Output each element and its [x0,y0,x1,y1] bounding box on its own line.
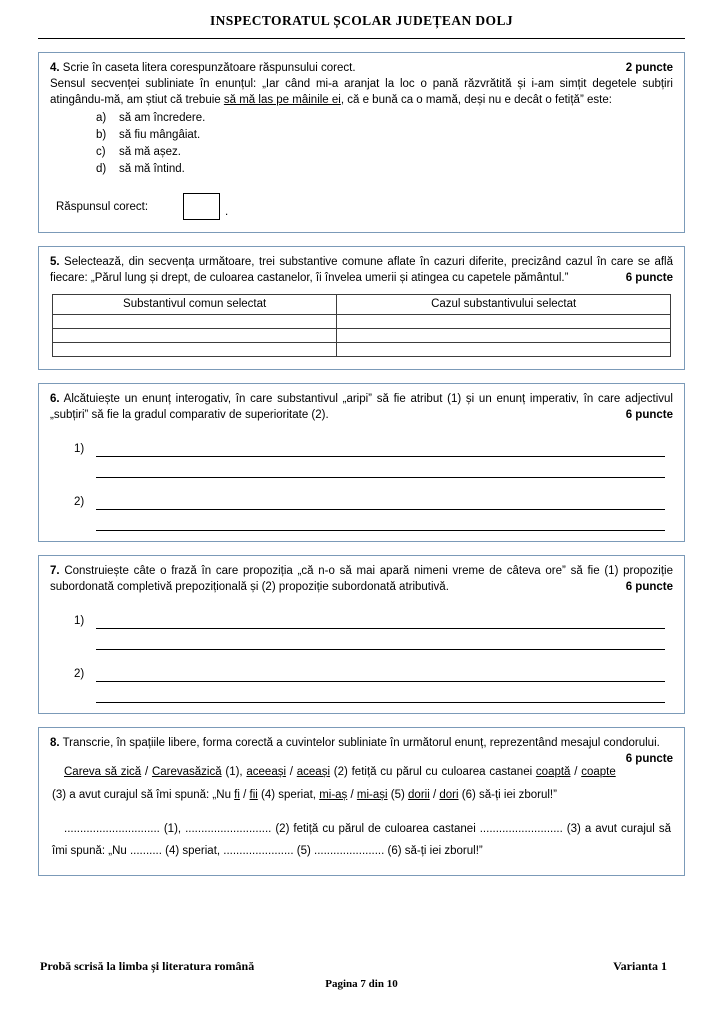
footer-row [38,958,685,975]
q5-col-substantiv: Substantivul comun selectat [53,295,337,314]
table-row [53,328,671,342]
q4-body: Sensul secvenței subliniate în enunțul: „Iar când mi-a aranjat la loc o pană răzvrătită și i-am simțit degetele subțiri atingându-mă, am știut că trebuie să mă las pe mâinile ei, că e bună ca o mamă, deși nu e decât o fetiță” este: [50,77,673,107]
q4-option-b [96,127,673,144]
q7-answers [50,608,673,703]
q4-option-d-text: să mă întind. [119,163,185,176]
q4-option-a-text: să am încredere. [119,112,206,125]
q4-answer-row [56,193,673,220]
q8-points: 6 puncte [625,752,673,765]
q6-answer-1-row-1 [74,436,665,457]
q8-prompt [50,735,673,765]
q6-answer-2-line-1[interactable] [96,489,665,510]
footer-variant: Varianta 1 [613,958,667,973]
q6-answer-1-row-2 [74,457,665,478]
q5-table-header-row [53,295,671,314]
q4-number: 4. [50,61,60,74]
q5-cell-caz-2[interactable] [337,328,671,342]
q8-prompt-text: Transcrie, în spațiile libere, forma corectă a cuvintelor subliniate în următorul enunț, reprezentând mesajul condorului. [59,736,660,749]
question-4-box [38,52,685,233]
page-title: INSPECTORATUL ȘCOLAR JUDEȚEAN DOLJ [209,13,514,28]
footer-page-number: Pagina 7 din 10 [325,977,398,990]
q4-answer-period: . [225,206,229,219]
q6-answers [50,436,673,531]
q7-answer-2-row-2 [74,682,665,703]
table-row [53,314,671,328]
q4-points: 2 puncte [625,61,673,74]
q6-answer-2 [50,489,673,531]
q5-prompt [50,254,673,286]
q7-answer-2-label: 2) [74,667,85,680]
q5-prompt-text: Selectează, din secvența următoare, trei substantive comune aflate în cazuri diferite, precizând cazul în care se află fiecare: „Părul lung și drept, de culoarea castanelor, îi învelea umerii și atingea cu capetele pământul.” [50,256,673,285]
q7-answer-1-line-1[interactable] [96,608,665,629]
q4-option-b-text: să fiu mângâiat. [119,129,201,142]
q4-option-a [96,110,673,127]
q5-cell-caz-1[interactable] [337,314,671,328]
q6-answer-1 [50,436,673,478]
q6-answer-1-label: 1) [74,442,85,455]
q6-answer-1-line-1[interactable] [96,436,665,457]
q7-number: 7. [50,564,60,577]
q7-answer-1-label: 1) [74,614,85,627]
q4-option-d-letter: d) [96,163,107,176]
question-6-box [38,383,685,542]
question-7-box [38,555,685,714]
q6-answer-2-row-2 [74,510,665,531]
q8-source-sentence: Careva să zică / Carevasăzică (1), aceeași / aceași (2) fetiță cu părul cu culoarea castanei coaptă / coapte (3) a avut curajul să îmi spună: „Nu fi / fii (4) speriat, mi-aș / mi-ași (5) dorii / dori (6) să-ți iei zborul!” [52,765,616,801]
q6-answer-2-row-1 [74,489,665,510]
q8-number: 8. [50,736,60,749]
q6-points: 6 puncte [625,408,673,421]
q4-prompt-text: Scrie în caseta litera corespunzătoare răspunsului corect. [59,61,356,74]
q5-points: 6 puncte [625,272,673,285]
q5-table [52,294,671,356]
q4-answer-label: Răspunsul corect: [56,200,149,213]
q4-options [96,110,673,178]
q4-answer-box[interactable] [183,193,220,220]
page-header [38,12,685,39]
q5-col-caz: Cazul substantivului selectat [337,295,671,314]
q4-option-c-text: să mă așez. [119,146,181,159]
q7-answer-2-row-1 [74,661,665,682]
q6-answer-1-line-2[interactable] [96,457,665,478]
q4-option-d [96,161,673,178]
q4-option-a-letter: a) [96,112,107,125]
q5-cell-caz-3[interactable] [337,342,671,356]
q8-fill-in-blanks[interactable]: .............................. (1), ........................... (2) fetiță cu părul de culoarea castanei .......................... (3) a avut curajul să îmi spună: „Nu .......... (4) speriat, ...................... (5) ...................... (6) să-ți iei zborul!” [52,822,671,857]
q6-prompt-text: Alcătuiește un enunț interogativ, în care substantivul „aripi” să fie atribut (1) și un enunț imperativ, în care adjectivul „subțiri” să fie la gradul comparativ de superioritate (2). [50,392,673,421]
q7-answer-1-row-2 [74,629,665,650]
q5-cell-substantiv-2[interactable] [53,328,337,342]
q6-answer-2-label: 2) [74,495,85,508]
question-8-box [38,727,685,876]
q5-cell-substantiv-1[interactable] [53,314,337,328]
q7-prompt-text: Construiește câte o frază în care propoziția „că n-o să mai apară nimeni vreme de câteva ore” să fie (1) propoziție subordonată completivă prepozițională și (2) propoziție subordonată atributivă. [50,564,673,593]
q7-answer-2 [50,661,673,703]
q6-answer-2-line-2[interactable] [96,510,665,531]
table-row [53,342,671,356]
q7-answer-2-line-2[interactable] [96,682,665,703]
q4-prompt [50,60,673,76]
q4-option-c-letter: c) [96,146,106,159]
q7-answer-2-line-1[interactable] [96,661,665,682]
q4-option-c [96,144,673,161]
q5-cell-substantiv-3[interactable] [53,342,337,356]
question-5-box [38,246,685,369]
q5-number: 5. [50,256,60,269]
q7-prompt [50,563,673,595]
page-footer [38,958,685,992]
q4-option-b-letter: b) [96,129,107,142]
q6-prompt [50,391,673,423]
q7-points: 6 puncte [625,580,673,593]
q7-answer-1 [50,608,673,650]
q7-answer-1-line-2[interactable] [96,629,665,650]
q6-number: 6. [50,392,60,405]
q7-answer-1-row-1 [74,608,665,629]
footer-exam-name: Probă scrisă la limba și literatura română [40,958,255,973]
